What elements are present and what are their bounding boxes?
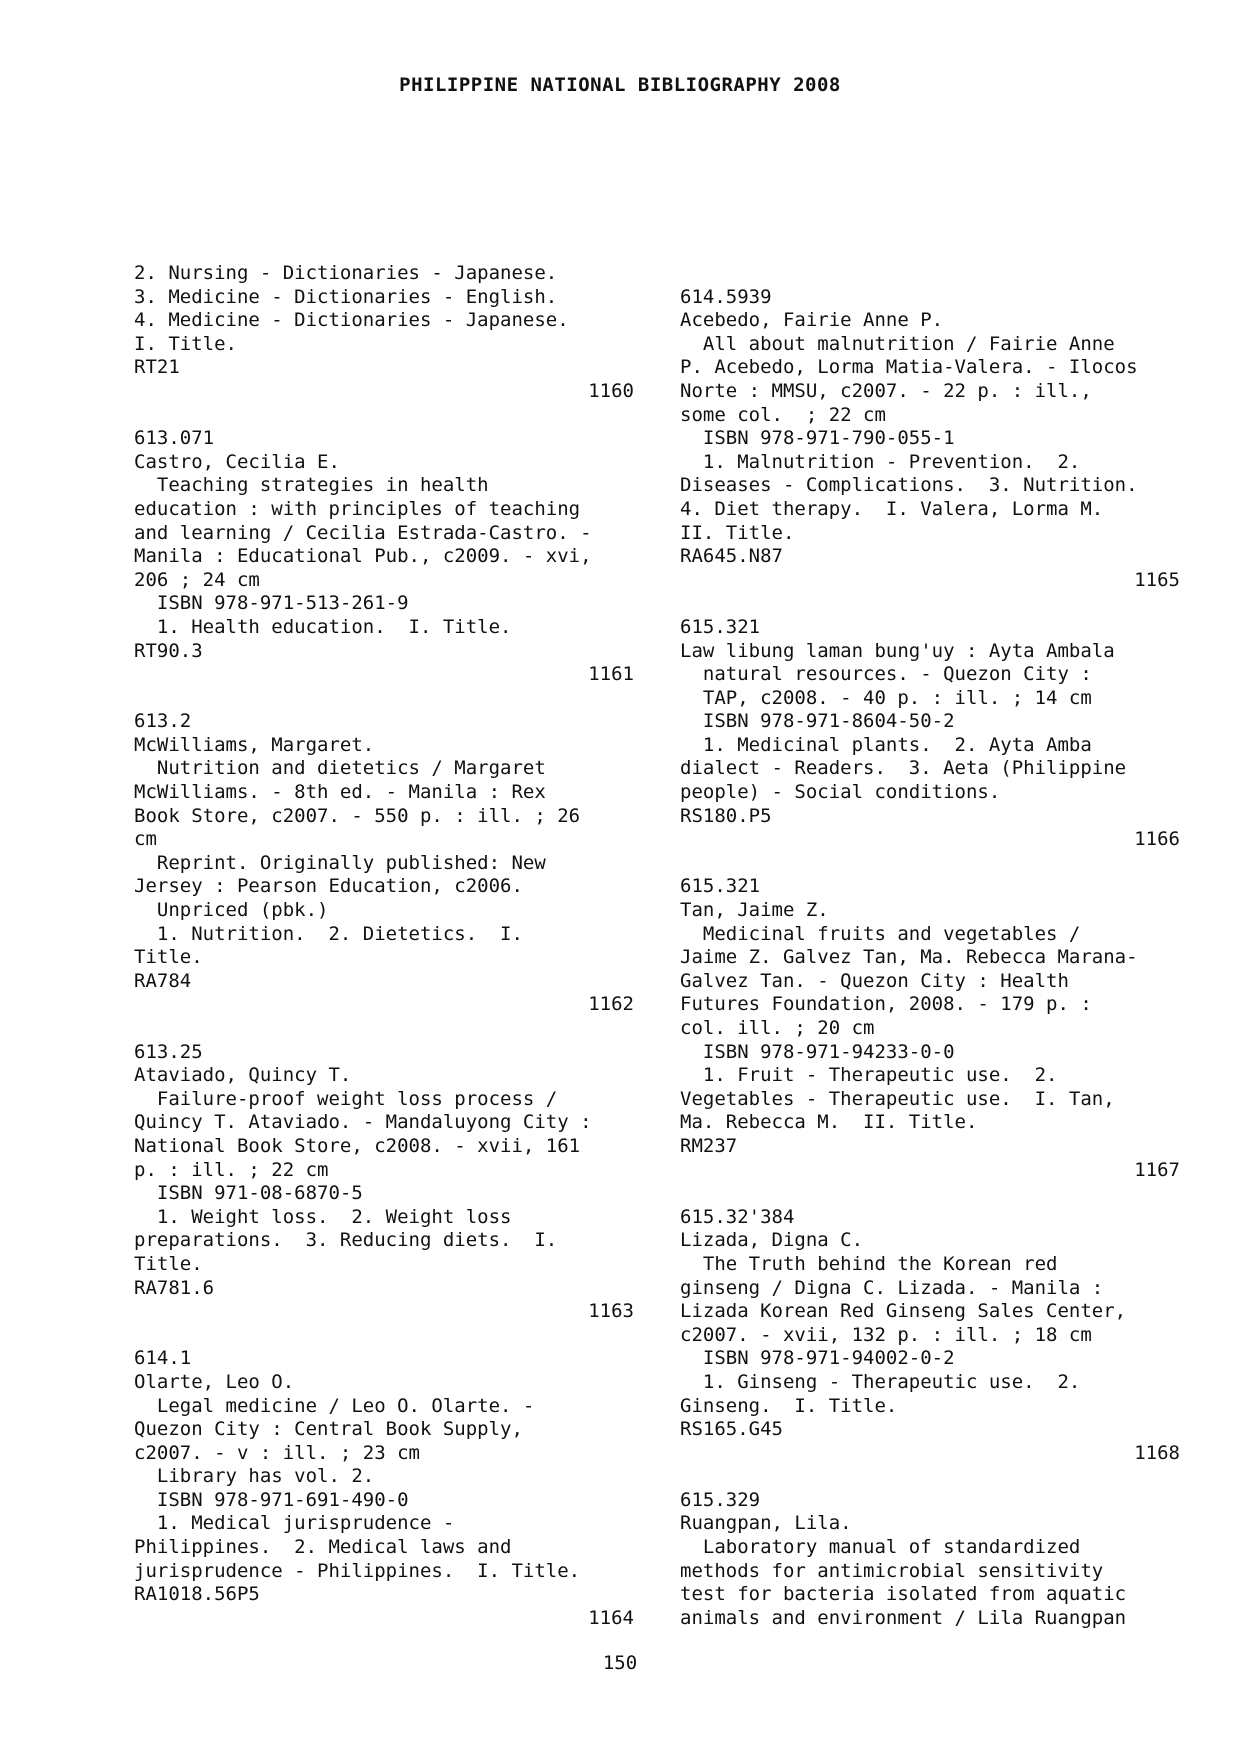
entry-line: Book Store, c2007. - 550 p. : ill. ; 26: [134, 804, 581, 827]
entry-line: 614.5939: [680, 285, 772, 308]
entry-line: 1. Nutrition. 2. Dietetics. I.: [134, 922, 523, 945]
entry-number: 1165: [1134, 568, 1180, 591]
entry-line: RA1018.56P5: [134, 1583, 260, 1606]
entry-line: test for bacteria isolated from aquatic: [680, 1583, 1127, 1606]
entry-line: The Truth behind the Korean red: [680, 1252, 1058, 1275]
entry-line: Jaime Z. Galvez Tan, Ma. Rebecca Marana-: [680, 946, 1138, 969]
entry-line: Teaching strategies in health: [134, 474, 489, 497]
entry-number: 1166: [1134, 828, 1180, 851]
entry-line: Reprint. Originally published: New: [134, 851, 546, 874]
entry-line: Ma. Rebecca M. II. Title.: [680, 1111, 978, 1134]
entry-number: 1164: [588, 1606, 634, 1629]
entry-line: Quincy T. Ataviado. - Mandaluyong City :: [134, 1111, 592, 1134]
entry-line: P. Acebedo, Lorma Matia-Valera. - Ilocos: [680, 356, 1138, 379]
entry-line: ginseng / Digna C. Lizada. - Manila :: [680, 1276, 1104, 1299]
entry-line: Quezon City : Central Book Supply,: [134, 1418, 523, 1441]
entry-line: Ruangpan, Lila.: [680, 1512, 852, 1535]
entry-line: Law libung laman bung'uy : Ayta Ambala: [680, 639, 1115, 662]
spacer: [680, 262, 1180, 286]
spacer: [134, 1324, 634, 1348]
entry-line: 4. Diet therapy. I. Valera, Lorma M.: [680, 497, 1104, 520]
entry-line: Ataviado, Quincy T.: [134, 1064, 352, 1087]
entry-line: Acebedo, Fairie Anne P.: [680, 309, 944, 332]
entry-line: ISBN 978-971-8604-50-2: [680, 710, 955, 733]
entry-number: 1162: [588, 993, 634, 1016]
entry-line: Title.: [134, 946, 203, 969]
entry-line: and learning / Cecilia Estrada-Castro. -: [134, 521, 592, 544]
entry-line: RA781.6: [134, 1276, 215, 1299]
entry-line: I. Title.: [134, 332, 237, 355]
spacer: [134, 1017, 634, 1041]
entry-line: 2. Nursing - Dictionaries - Japanese.: [134, 262, 558, 284]
entry-line: education : with principles of teaching: [134, 497, 581, 520]
spacer: [680, 592, 1180, 616]
entry-line: 613.2: [134, 710, 192, 733]
entry-line: 615.329: [680, 1488, 761, 1511]
right-column: [680, 262, 1180, 1630]
entry-line: preparations. 3. Reducing diets. I.: [134, 1229, 558, 1252]
entry-number: 1168: [1134, 1441, 1180, 1464]
entry-line: 1. Malnutrition - Prevention. 2.: [680, 450, 1081, 473]
entry-line: ISBN 971-08-6870-5: [134, 1182, 363, 1205]
entry-line: All about malnutrition / Fairie Anne: [680, 332, 1115, 355]
entry-line: Lizada, Digna C.: [680, 1229, 864, 1252]
spacer: [134, 404, 634, 428]
entry-line: 1. Ginseng - Therapeutic use. 2.: [680, 1370, 1081, 1393]
entry-line: Castro, Cecilia E.: [134, 450, 340, 473]
entry-line: 615.32'384: [680, 1205, 795, 1228]
entry-line: RA645.N87: [680, 545, 783, 568]
entry-line: National Book Store, c2008. - xvii, 161: [134, 1134, 581, 1157]
entry-line: 1. Weight loss. 2. Weight loss: [134, 1205, 512, 1228]
entry-line: Vegetables - Therapeutic use. I. Tan,: [680, 1087, 1115, 1110]
entry-line: col. ill. ; 20 cm: [680, 1017, 875, 1039]
entry-line: McWilliams, Margaret.: [134, 733, 375, 756]
entry-line: 4. Medicine - Dictionaries - Japanese.: [134, 309, 569, 332]
spacer: [680, 852, 1180, 876]
entry-line: RS180.P5: [680, 804, 772, 827]
entry-line: people) - Social conditions.: [680, 781, 1001, 804]
entry-line: ISBN 978-971-790-055-1: [680, 427, 955, 450]
entry-line: McWilliams. - 8th ed. - Manila : Rex: [134, 781, 546, 804]
entry-line: natural resources. - Quezon City :: [680, 663, 1092, 686]
entry-line: Failure-proof weight loss process /: [134, 1087, 558, 1110]
entry-line: Laboratory manual of standardized: [680, 1536, 1081, 1559]
entry-line: 3. Medicine - Dictionaries - English.: [134, 285, 558, 308]
entry-line: 1. Health education. I. Title.: [134, 615, 512, 638]
entry-line: 206 ; 24 cm: [134, 568, 260, 591]
entry-line: c2007. - v : ill. ; 23 cm: [134, 1441, 420, 1464]
entry-line: jurisprudence - Philippines. I. Title.: [134, 1559, 581, 1582]
entry-number: 1163: [588, 1300, 634, 1323]
entry-line: Tan, Jaime Z.: [680, 899, 829, 922]
entry-line: Diseases - Complications. 3. Nutrition.: [680, 474, 1138, 497]
entry-line: ISBN 978-971-94002-0-2: [680, 1347, 955, 1370]
entry-line: RS165.G45: [680, 1418, 783, 1441]
entry-line: 615.321: [680, 875, 761, 898]
entry-line: c2007. - xvii, 132 p. : ill. ; 18 cm: [680, 1323, 1092, 1346]
entry-line: Legal medicine / Leo O. Olarte. -: [134, 1394, 535, 1417]
entry-line: Manila : Educational Pub., c2009. - xvi,: [134, 545, 592, 568]
page-header: PHILIPPINE NATIONAL BIBLIOGRAPHY 2008: [399, 74, 841, 96]
entry-line: animals and environment / Lila Ruangpan: [680, 1606, 1127, 1629]
entry-line: Lizada Korean Red Ginseng Sales Center,: [680, 1300, 1127, 1323]
entry-line: Philippines. 2. Medical laws and: [134, 1536, 512, 1559]
entry-line: 613.25: [134, 1040, 203, 1063]
entry-line: 614.1: [134, 1347, 192, 1370]
entry-line: ISBN 978-971-691-490-0: [134, 1488, 409, 1511]
entry-line: 1. Fruit - Therapeutic use. 2.: [680, 1064, 1058, 1087]
entry-line: Olarte, Leo O.: [134, 1370, 295, 1393]
entry-line: Nutrition and dietetics / Margaret: [134, 757, 546, 780]
entry-line: RT21: [134, 356, 180, 379]
entry-line: p. : ill. ; 22 cm: [134, 1158, 329, 1181]
page-number: 150: [602, 1652, 638, 1674]
entry-line: ISBN 978-971-94233-0-0: [680, 1040, 955, 1063]
entry-line: dialect - Readers. 3. Aeta (Philippine: [680, 757, 1127, 780]
entry-line: Jersey : Pearson Education, c2006.: [134, 875, 523, 898]
entry-line: RT90.3: [134, 639, 203, 662]
entry-line: Norte : MMSU, c2007. - 22 p. : ill.,: [680, 379, 1092, 402]
entry-number: 1167: [1134, 1158, 1180, 1181]
left-column: [134, 262, 634, 1630]
spacer: [134, 687, 634, 711]
entry-line: II. Title.: [680, 521, 795, 544]
entry-line: 613.071: [134, 427, 215, 450]
spacer: [680, 1182, 1180, 1206]
entry-line: Ginseng. I. Title.: [680, 1394, 898, 1417]
entry-line: TAP, c2008. - 40 p. : ill. ; 14 cm: [680, 686, 1092, 709]
entry-line: methods for antimicrobial sensitivity: [680, 1559, 1104, 1582]
entry-line: Title.: [134, 1252, 203, 1275]
entry-line: RA784: [134, 969, 192, 992]
entry-line: Medicinal fruits and vegetables /: [680, 922, 1081, 945]
entry-line: Unpriced (pbk.): [134, 899, 329, 922]
entry-line: Futures Foundation, 2008. - 179 p. :: [680, 993, 1092, 1016]
entry-line: cm: [134, 828, 157, 851]
entry-line: some col. ; 22 cm: [680, 403, 886, 426]
entry-number: 1161: [588, 663, 634, 686]
entry-line: ISBN 978-971-513-261-9: [134, 592, 409, 615]
entry-line: 615.321: [680, 615, 761, 638]
entry-line: RM237: [680, 1134, 738, 1157]
entry-line: Galvez Tan. - Quezon City : Health: [680, 969, 1069, 992]
spacer: [680, 1465, 1180, 1489]
entry-line: Library has vol. 2.: [134, 1465, 375, 1488]
entry-line: 1. Medical jurisprudence -: [134, 1512, 455, 1535]
entry-number: 1160: [588, 379, 634, 402]
entry-line: 1. Medicinal plants. 2. Ayta Amba: [680, 733, 1092, 756]
